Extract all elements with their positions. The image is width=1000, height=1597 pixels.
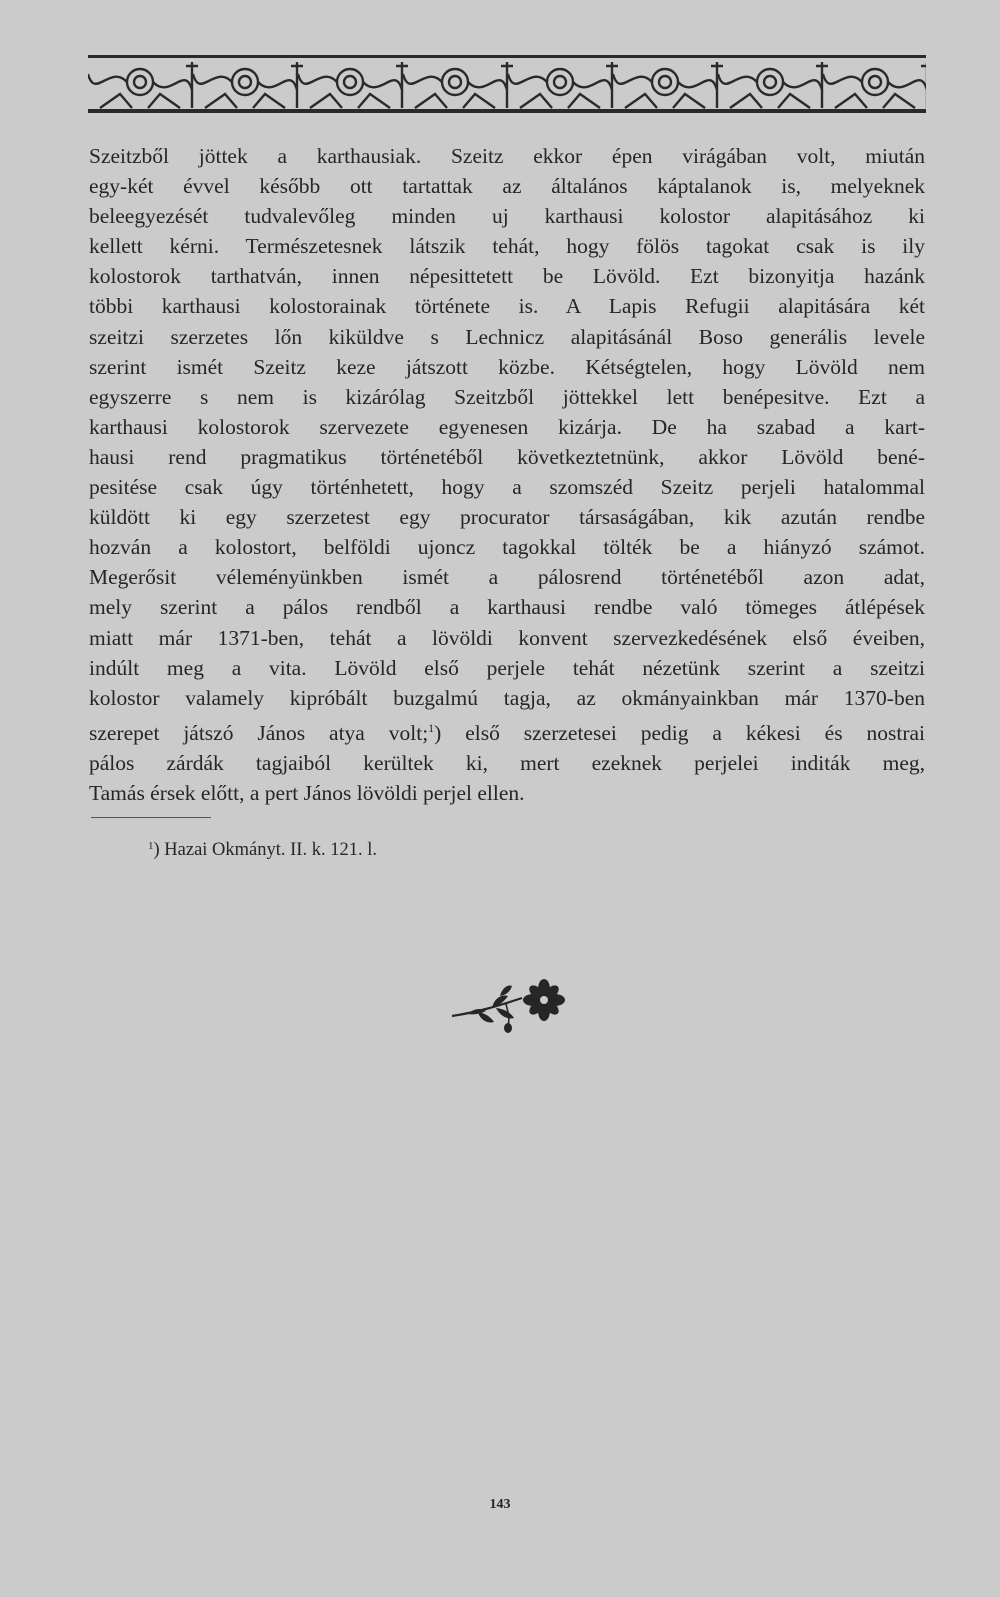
text-fragment: szerepet játszó János atya volt;: [89, 720, 429, 745]
ornament-motif: [403, 62, 513, 108]
text-line: egyszerre s nem is kizárólag Szeitzből jöttekkel lett benépesitve. Ezt a: [89, 384, 925, 409]
ornament-motif: [718, 62, 828, 108]
header-ornament: [88, 54, 926, 116]
text-line: többi karthausi kolostorainak története is. A Lapis Refugii alapitására két: [89, 294, 925, 319]
text-line: kellett kérni. Természetesnek látszik tehát, hogy fölös tagokat csak is ily: [89, 234, 925, 259]
ornament-motif: [193, 62, 303, 108]
text-line: szeitzi szerzetes lőn kiküldve s Lechnicz alapitásánál Boso generális levele: [89, 324, 925, 349]
ornament-motif: [88, 62, 198, 108]
ornament-motif: [823, 62, 926, 108]
text-line: egy-két évvel később ott tartattak az általános káptalanok is, melyeknek: [89, 174, 925, 199]
footnote-ref: 1: [428, 720, 435, 735]
footnote-text: ) Hazai Okmányt. II. k. 121. l.: [153, 840, 377, 860]
text-line: karthausi kolostorok szervezete egyenesen kizárja. De ha szabad a kart-: [89, 414, 925, 439]
text-line: kolostorok tarthatván, innen népesittetett be Lövöld. Ezt bizonyitja hazánk: [89, 264, 925, 289]
page-number: 143: [489, 1497, 511, 1512]
footnote-divider: [91, 817, 211, 818]
ornament-motif: [298, 62, 408, 108]
ornament-motif: [508, 62, 618, 108]
text-line: pesitése csak úgy történhetett, hogy a szomszéd Szeitz perjeli hatalommal: [89, 475, 925, 500]
text-line: küldött ki egy szerzetest egy procurator társaságában, kik azután rendbe: [89, 505, 925, 530]
text-line: kolostor valamely kipróbált buzgalmú tagja, az okmányainkban már 1370-ben: [89, 685, 925, 710]
text-line: Szeitzből jöttek a karthausiak. Szeitz ekkor épen virágában volt, miután: [89, 144, 925, 168]
text-line-last: Tamás érsek előtt, a pert János lövöldi perjel ellen.: [89, 780, 525, 805]
text-fragment: ) első szerzetesei pedig a kékesi és nostrai: [434, 720, 925, 745]
text-line: hozván a kolostort, belföldi ujoncz tagokkal tölték be a hiányzó számot.: [89, 535, 925, 560]
text-line: szerint ismét Szeitz keze játszott közbe. Kétségtelen, hogy Lövöld nem: [89, 354, 925, 379]
text-line: pálos zárdák tagjaiból kerültek ki, mert ezeknek perjelei inditák meg,: [89, 750, 925, 775]
floral-ornament: [448, 978, 576, 1040]
flower-branch-icon: [448, 978, 576, 1040]
body-text: [89, 141, 925, 808]
footnote-mark: 1: [148, 840, 154, 852]
text-line-with-footnote-ref: [89, 713, 925, 748]
text-line: hausi rend pragmatikus történetéből következtetnünk, akkor Lövöld bené-: [89, 444, 925, 469]
ornament-motif: [613, 62, 723, 108]
ornamental-border-icon: [88, 54, 926, 116]
text-line: indúlt meg a vita. Lövöld első perjele tehát nézetünk szerint a szeitzi: [89, 655, 925, 680]
text-line: mely szerint a pálos rendből a karthausi rendbe való tömeges átlépések: [89, 595, 925, 620]
footnote: [148, 834, 377, 862]
text-line: beleegyezését tudvalevőleg minden uj karthausi kolostor alapitásához ki: [89, 204, 925, 229]
text-line: Megerősit véleményünkben ismét a pálosrend történetéből azon adat,: [89, 565, 925, 590]
text-line: miatt már 1371-ben, tehát a lövöldi konvent szervezkedésének első éveiben,: [89, 625, 925, 650]
